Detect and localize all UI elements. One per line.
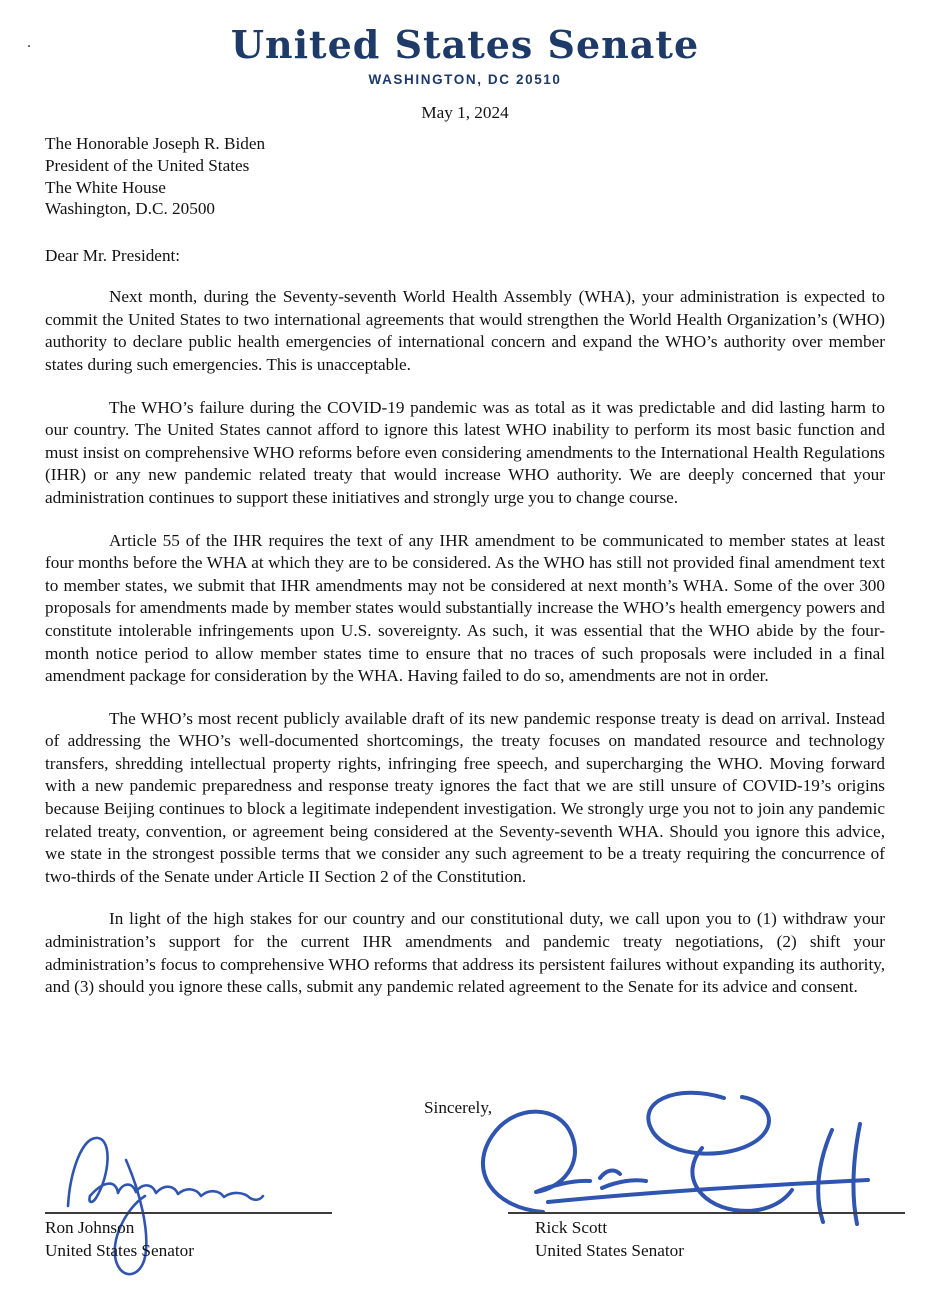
recipient-address-block: [45, 133, 885, 220]
recipient-line: The White House: [45, 177, 166, 197]
signature-line-rick-scott: [508, 1212, 905, 1214]
body-paragraph-2: The WHO’s failure during the COVID-19 pandemic was as total as it was predictable and did lasting harm to our country. The United States cannot afford to ignore this latest WHO inability to perform its most basic function and must insist on comprehensive WHO reforms before even considering amendments to the International Health Regulations (IHR) or any new pandemic related treaty that would increase WHO authority. We are deeply concerned that your administration continues to support these initiatives and strongly urge you to change course.: [45, 397, 885, 507]
body-paragraph-1: Next month, during the Seventy-seventh World Health Assembly (WHA), your administration is expected to commit the United States to two international agreements that would strengthen the World Health Organization’s (WHO) authority to declare public health emergencies of international concern and expand the WHO’s authority over member states during such emergencies. This is unacceptable.: [45, 287, 885, 374]
signer-title-rick-scott: United States Senator: [535, 1241, 684, 1260]
letterhead: [45, 24, 885, 87]
body-paragraph-4: The WHO’s most recent publicly available draft of its new pandemic response treaty is dead on arrival. Instead of addressing the WHO’s well-documented shortcomings, the treaty focuses on mandated resource and technology transfers, shredding intellectual property rights, infringing free speech, and supercharging the WHO. Moving forward with a new pandemic preparedness and response treaty ignores the fact that we are still unsure of COVID-19’s origins because Beijing continues to block a legitimate independent investigation. We strongly urge you not to join any pandemic related treaty, convention, or agreement being considered at the Seventy-seventh WHA. Should you ignore this advice, we state in the strongest possible terms that we consider any such agreement to be a treaty requiring the concurrence of two-thirds of the Senate under Article II Section 2 of the Constitution.: [45, 708, 885, 886]
signer-name-rick-scott: Rick Scott: [535, 1218, 608, 1237]
signer-name-ron-johnson: Ron Johnson: [45, 1218, 135, 1237]
signer-title-ron-johnson: United States Senator: [45, 1241, 194, 1260]
recipient-line: President of the United States: [45, 155, 250, 175]
date-line: May 1, 2024: [421, 103, 509, 122]
salutation: Dear Mr. President:: [45, 246, 181, 266]
signature-line-ron-johnson: [45, 1212, 332, 1214]
body-paragraph-3: Article 55 of the IHR requires the text of any IHR amendment to be communicated to member states at least four months before the WHA at which they are to be considered. As the WHO has still not provided final amendment text to member states, we submit that IHR amendments may not be considered at next month’s WHA. Some of the over 300 proposals for amendments made by member states would substantially increase the WHO’s health emergency powers and constitute intolerable infringements upon U.S. sovereignty. As such, it was essential that the WHO abide by the four-month notice period to allow member states time to ensure that no traces of such proposals were included in a final amendment package for consideration by the WHA. Having failed to do so, amendments are not in order.: [45, 530, 885, 686]
recipient-line: Washington, D.C. 20500: [45, 199, 216, 219]
letterhead-title: United States Senate: [230, 22, 700, 67]
recipient-line: The Honorable Joseph R. Biden: [45, 134, 266, 153]
closing-sincerely: Sincerely,: [424, 1098, 493, 1117]
letterhead-address: WASHINGTON, DC 20510: [368, 72, 562, 87]
signature-rick-scott: [483, 1093, 868, 1224]
scan-artifact-dot: .: [27, 34, 31, 51]
body-paragraph-5: In light of the high stakes for our country and our constitutional duty, we call upon you to (1) withdraw your administration’s support for the current IHR amendments and pandemic treaty negotiations, (2) shift your administration’s focus to comprehensive WHO reforms that address its persistent failures without expanding its authority, and (3) should you ignore these calls, submit any pandemic related agreement to the Senate for its advice and consent.: [45, 909, 885, 997]
